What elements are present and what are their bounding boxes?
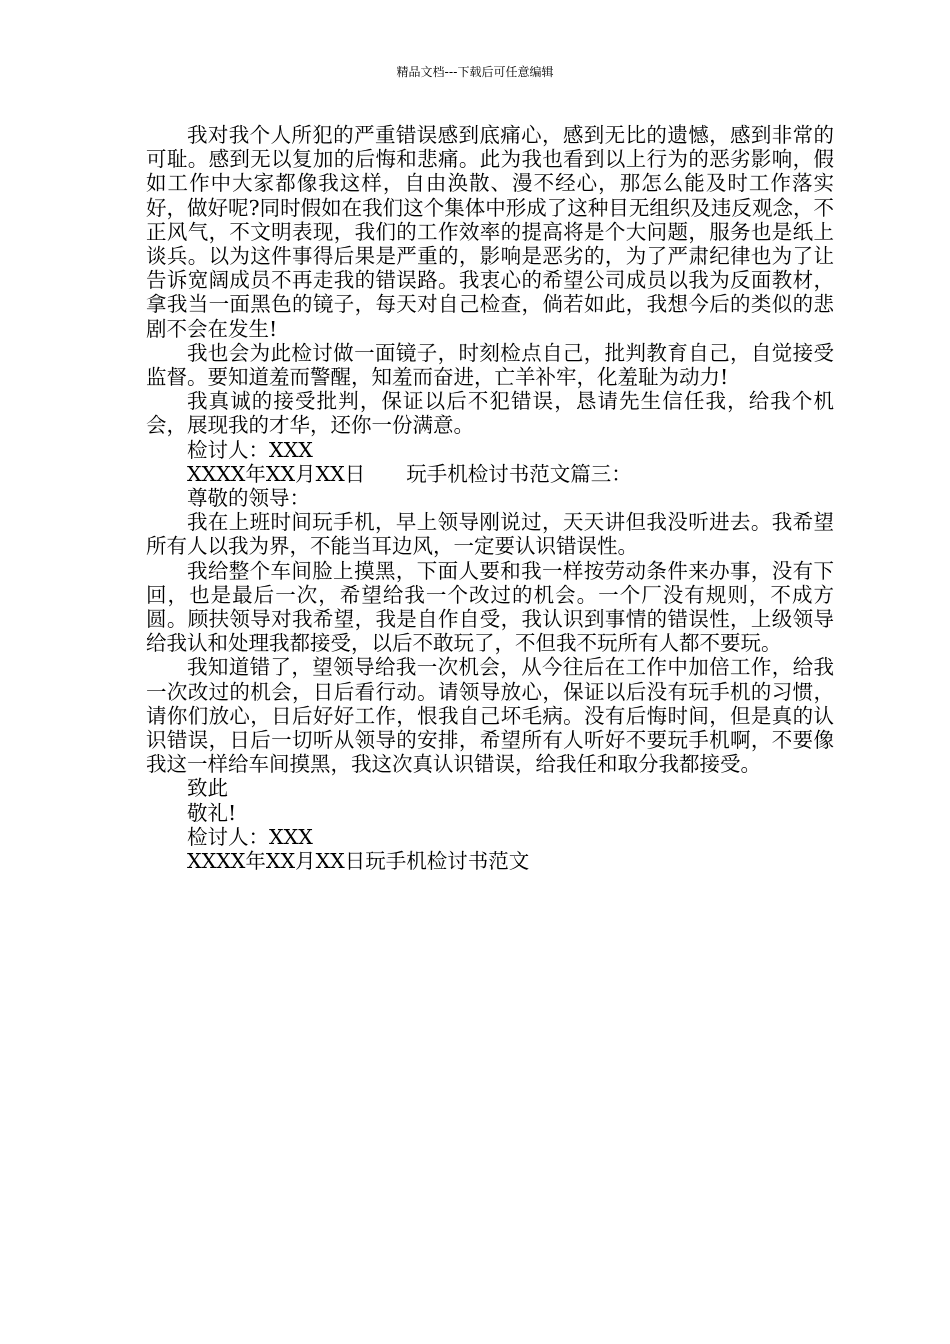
paragraph-promise: 我知道错了，望领导给我一次机会，从今往后在工作中加倍工作，给我一次改过的机会，日后看行动。请领导放心，保证以后没有玩手机的习惯，请你们放心，日后好好工作，恨我自己坏毛病。没有后悔时间，但是真的认识错误，日后一切听从领导的安排，希望所有人听好不要玩手机啊，不要像我这一样给车间摸黑，我这次真认识错误，给我任和取分我都接受。 <box>146 655 834 777</box>
regards-line: 敬礼! <box>187 800 237 825</box>
date-and-title-line: XXXX年XX月XX日 玩手机检讨书范文篇三： <box>187 461 632 486</box>
closing-line: 致此 <box>187 776 228 801</box>
document-body <box>146 123 834 873</box>
salutation: 尊敬的领导： <box>187 486 310 511</box>
paragraph-mirror: 我也会为此检讨做一面镜子，时刻检点自己，批判教育自己，自觉接受监督。要知道羞而警醒，知羞而奋进，亡羊补牢，化羞耻为动力! <box>146 340 834 390</box>
signature-line-2: 检讨人：XXX <box>187 824 313 849</box>
page-header: 精品文档---下载后可任意编辑 <box>396 65 554 79</box>
signature-line: 检讨人：XXX <box>187 437 313 462</box>
date-line-2: XXXX年XX月XX日玩手机检讨书范文 <box>187 849 530 874</box>
paragraph-apology: 我对我个人所犯的严重错误感到底痛心，感到无比的遗憾，感到非常的可耻。感到无以复加的后悔和悲痛。此为我也看到以上行为的恶劣影响，假如工作中大家都像我这样，自由涣散、漫不经心，那怎么能及时工作落实好，做好呢?同时假如在我们这个集体中形成了这种目无组织及违反观念，不正风气，不文明表现，我们的工作效率的提高将是个大问题，服务也是纸上谈兵。以为这件事得后果是严重的，影响是恶劣的，为了严肃纪律也为了让告诉宽阔成员不再走我的错误路。我衷心的希望公司成员以我为反面教材，拿我当一面黑色的镜子，每天对自己检查，倘若如此，我想今后的类似的悲剧不会在发生! <box>146 123 834 341</box>
paragraph-workshop: 我给整个车间脸上摸黑，下面人要和我一样按劳动条件来办事，没有下回，也是最后一次，希望给我一个改过的机会。一个厂没有规则，不成方圆。顾扶领导对我希望，我是自作自受，我认识到事情的错误性，上级领导给我认和处理我都接受，以后不敢玩了，不但我不玩所有人都不要玩。 <box>146 558 834 656</box>
paragraph-acceptance: 我真诚的接受批判，保证以后不犯错误，恳请先生信任我，给我个机会，展现我的才华，还你一份满意。 <box>146 389 834 438</box>
paragraph-phone-use: 我在上班时间玩手机，早上领导刚说过，天天讲但我没听进去。我希望所有人以我为界，不能当耳边风，一定要认识错误性。 <box>146 510 834 559</box>
